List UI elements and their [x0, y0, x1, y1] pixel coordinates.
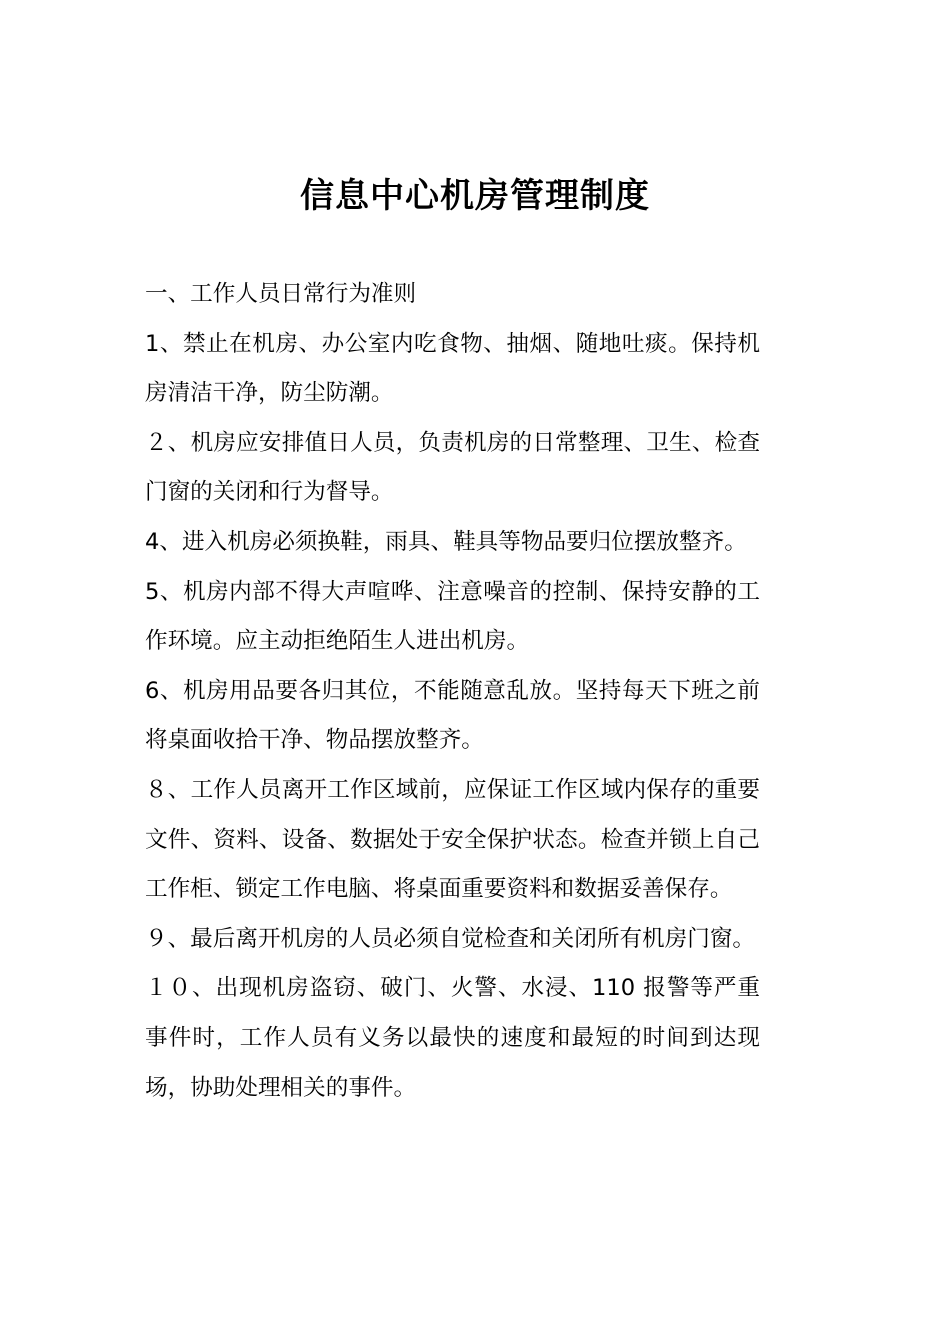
section-heading: 一、工作人员日常行为准则	[145, 281, 417, 307]
rule-paragraph-9: ９、最后离开机房的人员必须自觉检查和关闭所有机房门窗。	[145, 925, 756, 952]
rule-paragraph-10: １０、出现机房盗窃、破门、火警、水浸、110 报警等严重事件时，工作人员有义务以最快的速度和最短的时间到达现场，协助处理相关的事件。	[145, 975, 760, 1101]
document-title: 信息中心机房管理制度	[300, 176, 650, 216]
rule-paragraph-2: ２、机房应安排值日人员，负责机房的日常整理、卫生、检查门窗的关闭和行为督导。	[145, 429, 760, 506]
document-body	[145, 270, 760, 1113]
rule-paragraph-5: 5、机房内部不得大声喧哗、注意噪音的控制、保持安静的工作环境。应主动拒绝陌生人进出机房。	[145, 578, 760, 655]
rule-paragraph-6: 6、机房用品要各归其位，不能随意乱放。坚持每天下班之前将桌面收拾干净、物品摆放整齐。	[145, 677, 760, 754]
rule-paragraph-4: 4、进入机房必须换鞋，雨具、鞋具等物品要归位摆放整齐。	[145, 528, 747, 555]
rule-paragraph-1: 1、禁止在机房、办公室内吃食物、抽烟、随地吐痰。保持机房清洁干净，防尘防潮。	[145, 330, 760, 407]
rule-paragraph-8: ８、工作人员离开工作区域前，应保证工作区域内保存的重要文件、资料、设备、数据处于安全保护状态。检查并锁上自己工作柜、锁定工作电脑、将桌面重要资料和数据妥善保存。	[145, 776, 760, 903]
